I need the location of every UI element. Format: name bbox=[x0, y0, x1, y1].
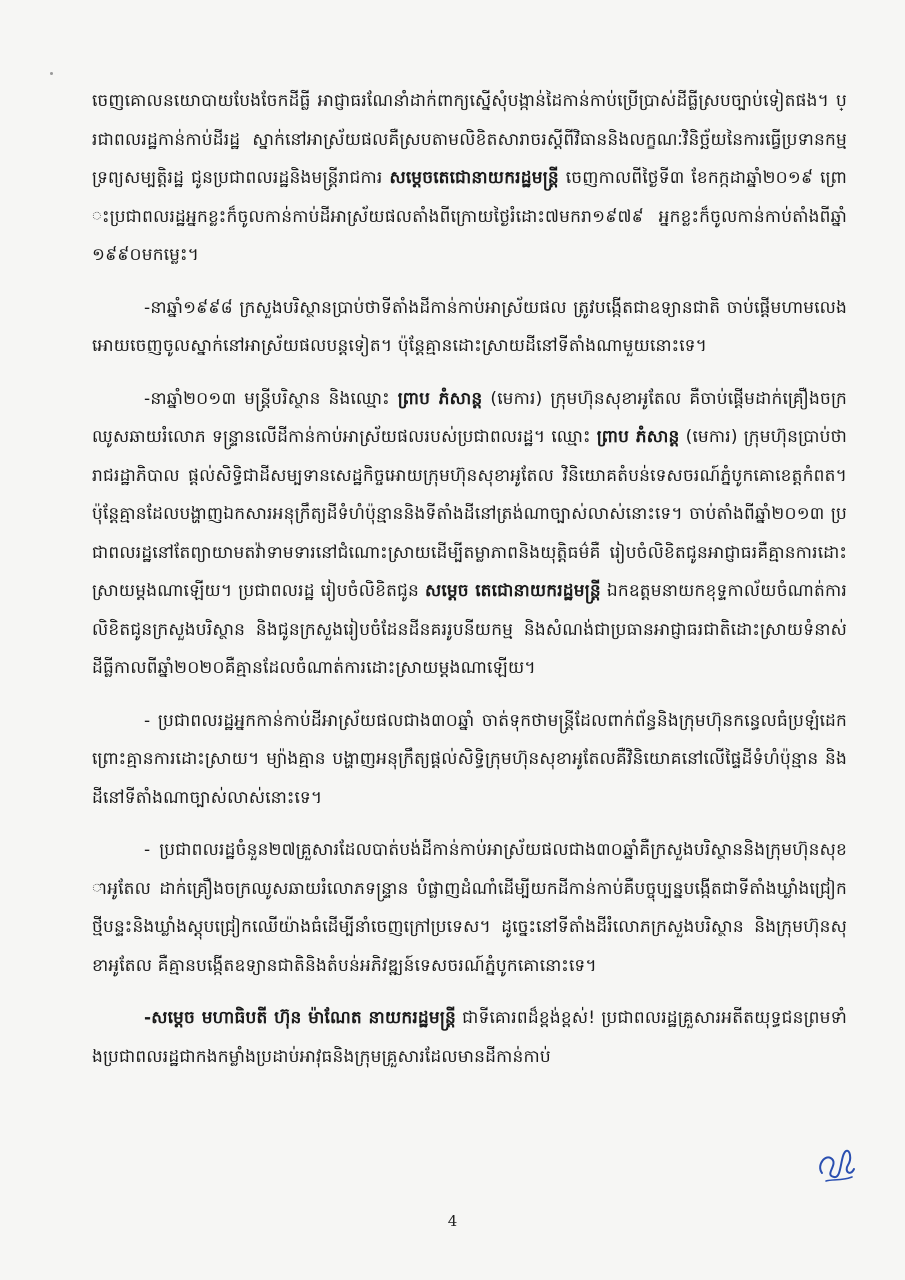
paragraph-text: - ប្រជាពលរដ្ឋអ្នកកាន់កាប់ដីអាស្រ័យផលជាង៣០ឆ្នាំ ចាត់ទុកថាមន្ត្រីដែលពាក់ព័ន្ធនិងក្រុមហ៊ុនកន្ធេលធំប្រឡំដេក ព្រោះគ្មានការដោះស្រាយ។ ម្យ៉ាងគ្មាន បង្ហាញអនុក្រឹត្យផ្តល់សិទ្ធិក្រុមហ៊ុនសុខាអូតែលគឺវិនិយោគនៅលើផ្ទៃដីទំហំប៉ុន្មាន និងដីនៅទីតាំងណាច្បាស់លាស់នោះទេ។ bbox=[92, 710, 847, 808]
bold-name-text: សម្តេច តេជោនាយករដ្ឋមន្ត្រី bbox=[425, 581, 601, 601]
bold-name-text: ព្រាប ភំសាន្ត bbox=[596, 427, 680, 447]
paragraph-text: - ប្រជាពលរដ្ឋចំនួន២៧គ្រួសារដែលបាត់បង់ដីកាន់កាប់អាស្រ័យផលជាង៣០ឆ្នាំគឺក្រសួងបរិស្ថាននិងក្រុមហ៊ុនសុខាអូតែល ដាក់គ្រឿងចក្រឈូសឆាយរំលោភទន្ទ្រាន បំផ្លាញដំណាំដើម្បីយកដីកាន់កាប់គឺបច្ចុប្បន្នបង្កើតជាទីតាំងឃ្លាំងជ្រៀកថ្មីបន្ទះនិងឃ្លាំងស្តុបជ្រៀកឈើយ៉ាងធំដើម្បីនាំចេញក្រៅប្រទេស។ ដូច្នេះនៅទីតាំងដីរំលោភក្រសួងបរិស្ថាន និងក្រុមហ៊ុនសុខាអូតែល គឺគ្មានបង្កើតឧទ្យានជាតិនិងតំបន់អភិវឌ្ឍន៍ទេសចរណ៍ភ្នំបូកគោនោះទេ។ bbox=[92, 840, 847, 976]
bold-name-text: -សម្តេច មហាធិបតី ហ៊ុន ម៉ាណែត នាយករដ្ឋមន្ត្រី bbox=[144, 1008, 456, 1028]
paragraph bbox=[92, 831, 847, 985]
paragraph-text: ជាទីគោរពដ៏ខ្ពង់ខ្ពស់! ប្រជាពលរដ្ឋគ្រួសារអតីតយុទ្ធជនព្រមទាំងប្រជាពលរដ្ឋជាកងកម្លាំងប្រដាប់អាវុធនិងក្រុមគ្រួសារដែលមានដីកាន់កាប់ bbox=[92, 1008, 847, 1067]
paragraph-text: -នាឆ្នាំ១៩៩៨ ក្រសួងបរិស្ថានប្រាប់ថាទីតាំងដីកាន់កាប់អាស្រ័យផល ត្រូវបង្កើតជាឧទ្យានជាតិ ចាប់ផ្តើមហាមលេងអោយចេញចូលស្នាក់នៅអាស្រ័យផលបន្តទៀត។ ប៉ុន្តែគ្មានដោះស្រាយដីនៅទីតាំងណាមួយនោះទេ។ bbox=[92, 297, 847, 356]
scan-speck bbox=[50, 72, 53, 75]
bold-name-text: សម្តេចតេជោនាយករដ្ឋមន្ត្រី bbox=[389, 168, 559, 188]
paragraph-text: (មេការ) ក្រុមហ៊ុនប្រាប់ថា រាជរដ្ឋាភិបាល ផ្តល់សិទ្ធិជាដីសម្បទានសេដ្ឋកិច្ចអោយក្រុមហ៊ុនសុខាអូតែល វិនិយោគតំបន់ទេសចរណ៍ភ្នំបូកគោខេត្តកំពត។ ប៉ុន្តែគ្មានដែលបង្ហាញឯកសារអនុក្រឹត្យដីទំហំប៉ុន្មាននិងទីតាំងដីនៅត្រង់ណាច្បាស់លាស់នោះទេ។ ចាប់តាំងពីឆ្នាំ២០១៣ ប្រជាពលរដ្ឋនៅតែព្យាយាមតវ៉ាទាមទារនៅជំណោះស្រាយដើម្បីតម្លាភាពនិងយុត្តិធម៌គឺ រៀបចំលិខិតជូនអាជ្ញាធរគឺគ្មានការដោះស្រាយម្តងណាឡើយ។ ប្រជាពលរដ្ឋ រៀបចំលិខិតជូន bbox=[92, 427, 847, 601]
paragraph bbox=[92, 289, 847, 366]
document-body bbox=[92, 82, 847, 1076]
paragraph-text: ចេញកាលពីថ្ងៃទី៣ ខែកក្កដាឆ្នាំ២០១៩ ព្រោះប្រជាពលរដ្ឋអ្នកខ្លះក៏ចូលកាន់កាប់ដីអាស្រ័យផលតាំងពីក្រោយថ្ងៃរំដោះ៧មករា១៩៧៩ អ្នកខ្លះក៏ចូលកាន់កាប់តាំងពីឆ្នាំ១៩៩០មកម្លេះ។ bbox=[92, 168, 848, 265]
paragraph bbox=[92, 702, 847, 818]
paragraph bbox=[92, 999, 847, 1076]
page-number: 4 bbox=[447, 1212, 458, 1230]
paragraph-text: ឯកឧត្តមនាយកខុទ្ទកាល័យចំណាត់ការលិខិតជូនក្រសួងបរិស្ថាន និងជូនក្រសួងរៀបចំដែនដីនគររូបនីយកម្ម និងសំណង់ជាប្រធានអាជ្ញាធរជាតិដោះស្រាយទំនាស់ដីធ្លីកាលពីឆ្នាំ២០២០គឺគ្មានដែលចំណាត់ការដោះស្រាយម្តងណាឡើយ។ bbox=[92, 581, 848, 678]
bold-name-text: ព្រាប ភំសាន្ត bbox=[397, 388, 483, 409]
handwritten-signature bbox=[812, 1135, 858, 1187]
paragraph bbox=[92, 82, 847, 275]
paragraph bbox=[92, 380, 847, 688]
paragraph-text: ចេញគោលនយោបាយបែងចែកដីធ្លី អាជ្ញាធរណែនាំដាក់ពាក្យស្នើសុំបង្កាន់ដៃកាន់កាប់ប្រើប្រាស់ដីធ្លីស្របច្បាប់ទៀតផង។ ប្រជាពលរដ្ឋកាន់កាប់ដីរដ្ឋ ស្នាក់នៅអាស្រ័យផលគឺស្របតាមលិខិតសារាចរស្តីពីវិធាននិងលក្ខណៈវិនិច្ឆ័យនៃការធ្វើប្រទានកម្មទ្រព្យសម្បត្តិរដ្ឋ ជូនប្រជាពលរដ្ឋនិងមន្ត្រីរាជការ bbox=[92, 91, 847, 188]
paragraph-text: (មេការ) ក្រុមហ៊ុនសុខាអូតែល គឺចាប់ផ្តើមដាក់គ្រឿងចក្រឈូសឆាយរំលោភ ទន្ទ្រានលើដីកាន់កាប់អាស្រ័យផលរបស់ប្រជាពលរដ្ឋ។ ឈ្មោះ bbox=[92, 388, 847, 447]
paragraph-text: -នាឆ្នាំ២០១៣ មន្ត្រីបរិស្ថាន និងឈ្មោះ bbox=[144, 388, 398, 409]
